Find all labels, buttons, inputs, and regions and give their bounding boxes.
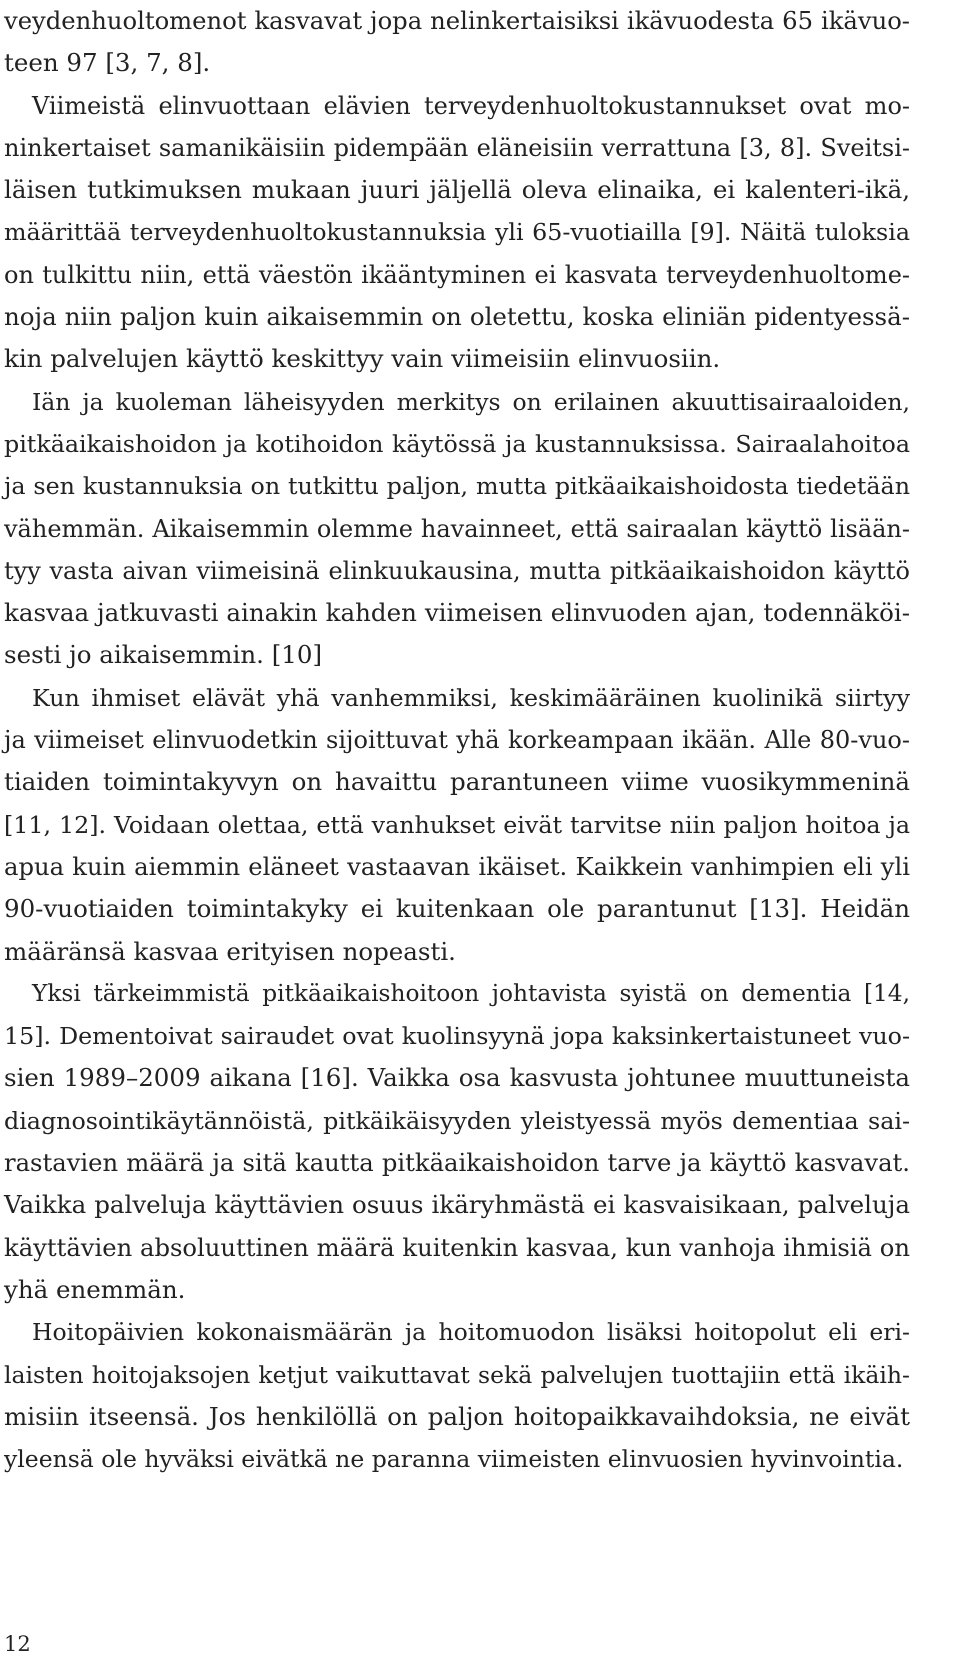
text-line: käyttävien absoluuttinen määrä kuitenkin kasvaa, kun vanhoja ihmisiä on <box>4 1232 910 1262</box>
text-line: noja niin paljon kuin aikaisemmin on oletettu, koska eliniän pidentyessä- <box>4 302 910 332</box>
paragraph <box>4 1311 910 1480</box>
text-line: pitkäaikaishoidon ja kotihoidon käytössä ja kustannuksissa. Sairaalahoitoa <box>4 429 910 458</box>
body-text <box>4 0 910 1480</box>
text-line: Iän ja kuoleman läheisyyden merkitys on erilainen akuuttisairaaloiden, <box>32 387 910 416</box>
paragraph <box>4 85 910 381</box>
text-line: on tulkittu niin, että väestön ikääntyminen ei kasvata terveydenhuoltome- <box>4 260 910 289</box>
text-line: Hoitopäivien kokonaismäärän ja hoitomuodon lisäksi hoitopolut eli eri- <box>32 1318 910 1347</box>
text-line: [11, 12]. Voidaan olettaa, että vanhukset eivät tarvitse niin paljon hoitoa ja <box>4 810 910 839</box>
text-line: määränsä kasvaa erityisen nopeasti. <box>4 936 456 966</box>
text-line: yleensä ole hyväksi eivätkä ne paranna viimeisten elinvuosien hyvinvointia. <box>4 1445 904 1474</box>
text-line: sesti jo aikaisemmin. [10] <box>4 640 322 670</box>
paragraph <box>4 0 910 85</box>
text-line: yhä enemmän. <box>4 1274 186 1304</box>
paragraph <box>4 973 910 1311</box>
text-line: läisen tutkimuksen mukaan juuri jäljellä oleva elinaika, ei kalenteri-ikä, <box>4 175 910 205</box>
text-line: 15]. Dementoivat sairaudet ovat kuolinsyynä jopa kaksinkertaistuneet vuo- <box>4 1022 910 1051</box>
text-line: apua kuin aiemmin eläneet vastaavan ikäiset. Kaikkein vanhimpien eli yli <box>4 851 910 881</box>
text-line: kasvaa jatkuvasti ainakin kahden viimeisen elinvuoden ajan, todennäköi- <box>4 598 910 628</box>
text-line: ja viimeiset elinvuodetkin sijoittuvat yhä korkeampaan ikään. Alle 80-vuo- <box>4 726 910 755</box>
text-line: vähemmän. Aikaisemmin olemme havainneet, että sairaalan käyttö lisään- <box>4 514 910 543</box>
text-line: Kun ihmiset elävät yhä vanhemmiksi, keskimääräinen kuolinikä siirtyy <box>32 683 910 712</box>
text-line: veydenhuoltomenot kasvavat jopa nelinkertaisiksi ikävuodesta 65 ikävuo- <box>4 6 910 35</box>
text-line: ninkertaiset samanikäisiin pidempään eläneisiin verrattuna [3, 8]. Sveitsi- <box>4 133 910 162</box>
text-line: laisten hoitojaksojen ketjut vaikuttavat sekä palvelujen tuottajiin että ikäih- <box>4 1360 910 1389</box>
text-line: diagnosointikäytännöistä, pitkäikäisyyden yleistyessä myös dementiaa sai- <box>4 1106 910 1135</box>
text-line: tiaiden toimintakyvyn on havaittu parantuneen viime vuosikymmeninä <box>4 767 910 797</box>
text-line: 90-vuotiaiden toimintakyky ei kuitenkaan ole parantunut [13]. Heidän <box>4 894 910 924</box>
text-line: rastavien määrä ja sitä kautta pitkäaikaishoidon tarve ja käyttö kasvavat. <box>4 1148 910 1178</box>
text-line: Yksi tärkeimmistä pitkäaikaishoitoon johtavista syistä on dementia [14, <box>32 979 910 1007</box>
text-line: ja sen kustannuksia on tutkittu paljon, mutta pitkäaikaishoidosta tiedetään <box>4 472 910 501</box>
text-line: teen 97 [3, 7, 8]. <box>4 48 211 78</box>
paragraph <box>4 381 910 677</box>
text-line: kin palvelujen käyttö keskittyy vain viimeisiin elinvuosiin. <box>4 344 721 374</box>
text-line: sien 1989–2009 aikana [16]. Vaikka osa kasvusta johtunee muuttuneista <box>4 1063 910 1093</box>
text-line: Viimeistä elinvuottaan elävien terveydenhuoltokustannukset ovat mo- <box>32 91 910 120</box>
page-number: 12 <box>4 1632 31 1656</box>
text-line: määrittää terveydenhuoltokustannuksia yli 65-vuotiailla [9]. Näitä tuloksia <box>4 218 910 247</box>
paragraph <box>4 677 910 973</box>
text-line: Vaikka palveluja käyttävien osuus ikäryhmästä ei kasvaisikaan, palveluja <box>4 1190 910 1220</box>
text-line: misiin itseensä. Jos henkilöllä on paljon hoitopaikkavaihdoksia, ne eivät <box>4 1401 910 1431</box>
text-line: tyy vasta aivan viimeisinä elinkuukausina, mutta pitkäaikaishoidon käyttö <box>4 556 910 585</box>
